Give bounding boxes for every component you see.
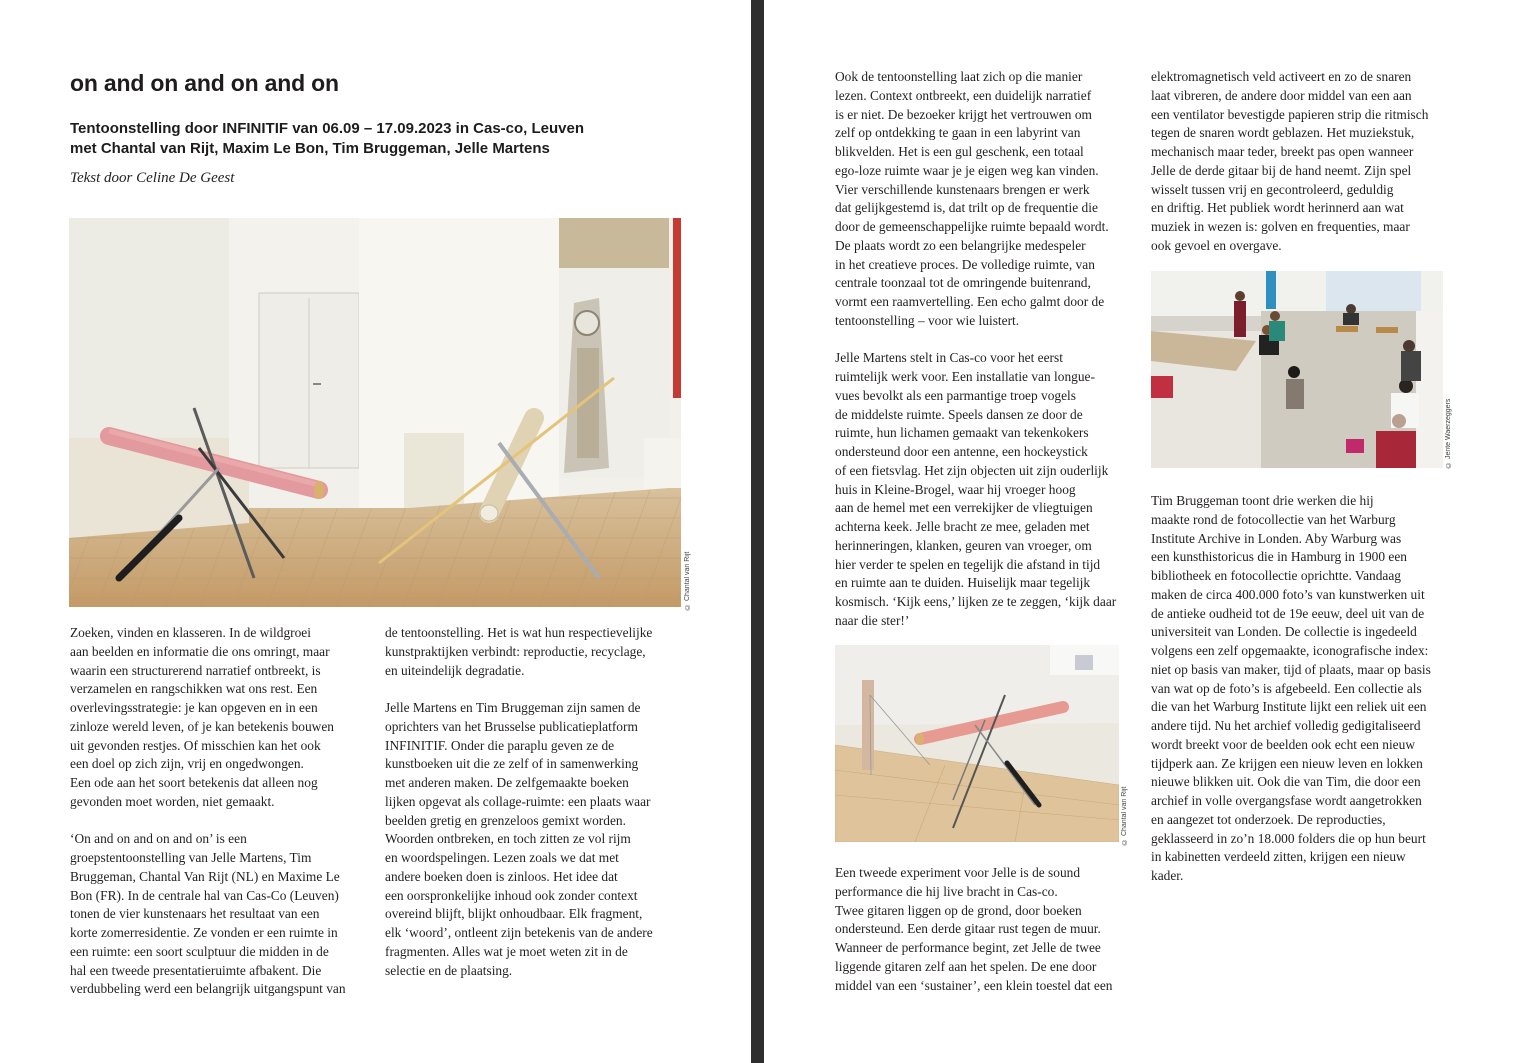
text-line: verdubbeling werd een belangrijk uitgangspunt van (70, 981, 346, 997)
text-line: huis in Kleine-Brogel, waar hij vroeger hoog (835, 481, 1076, 497)
text-line: is er niet. De bezoeker krijgt het vertrouwen om (835, 106, 1092, 122)
text-line: hal een tweede presentatieruimte afbakent. Die (70, 962, 322, 978)
text-line: lijken opgevat als collage-ruimte: een plaats waar (385, 793, 651, 809)
text-line: De plaats wordt zo een belangrijke medespeler (835, 237, 1086, 253)
text-line: lezen. Context ontbreekt, een duidelijk narratief (835, 87, 1092, 103)
text-line: ego-loze ruimte waar je je eigen weg kan vinden. (835, 162, 1099, 178)
text-line: en woordspelingen. Lezen zoals we dat met (385, 850, 619, 865)
text-line: zinloze wereld leven, of je kan betekenis bouwen (70, 718, 334, 734)
text-line: centrale toonzaal tot de omringende buitenrand, (835, 275, 1091, 291)
byline: Tekst door Celine De Geest (70, 170, 235, 186)
text-line: elektromagnetisch veld activeert en zo de snaren (1151, 69, 1412, 84)
text-line: groepstentoonstelling van Jelle Martens, Tim (70, 850, 312, 865)
body-column-4-continued (1151, 492, 1451, 905)
text-line: volgens een zelf opgemaakte, iconografische index: (1151, 643, 1429, 658)
text-line: niet op basis van maker, tijd of plaats, maar op basis (1151, 661, 1431, 677)
paragraph (835, 68, 1135, 331)
text-line: andere tijd. Nu het archief volledig gedigitaliseerd (1151, 718, 1421, 733)
photo-credit: © Chantal van Rijt (1121, 786, 1128, 845)
text-line: herinneringen, klanken, geuren van vroeger, om (835, 537, 1092, 553)
text-line: Institute Archive in Londen. Aby Warburg was (1151, 530, 1402, 546)
text-line: een ventilator bevestigde papieren strip die ritmisch (1151, 106, 1429, 122)
performance-photo-image (1151, 271, 1443, 468)
text-line: Een tweede experiment voor Jelle is de sound (835, 865, 1081, 880)
text-line: gevonden moet worden, niet gemaakt. (70, 793, 275, 809)
text-line: de tentoonstelling. Het is wat hun respectievelijke (385, 625, 653, 640)
text-line: Bruggeman, Chantal Van Rijt (NL) en Maxime Le (70, 868, 340, 884)
text-line: ‘On and on and on and on’ is een (70, 831, 247, 847)
text-line: ondersteund. Een derde gitaar rust tegen de muur. (835, 921, 1101, 937)
text-line: met anderen maken. De zelfgemaakte boeken (385, 775, 629, 790)
text-line: overeind blijft, blijkt onhoudbaar. Elk fragment, (385, 906, 643, 922)
text-line: fragmenten. Alles wat je moet weten zit in de (385, 943, 628, 959)
text-line: Een ode aan het soort betekenis dat alleen nog (70, 775, 318, 790)
text-line: andere boeken doen is zinloos. Het idee dat (385, 868, 618, 884)
text-line: tentoonstelling – voor wie luistert. (835, 312, 1020, 328)
body-column-2 (385, 624, 685, 999)
paragraph (385, 699, 685, 980)
text-line: waarin een structurerend narratief ontbreekt, is (70, 662, 321, 678)
text-line: universiteit van Londen. De collectie is ingedeeld (1151, 624, 1417, 640)
text-line: ondersteund door een antenne, een hockeystick (835, 444, 1088, 459)
text-line: kunstboeken uit die ze zelf of in samenwerking (385, 756, 639, 772)
text-line: mechanisch maar teder, breekt pas open wanneer (1151, 144, 1414, 159)
text-line: Jelle Martens en Tim Bruggeman zijn samen de (385, 700, 641, 715)
text-line: beelden gretig en grenzeloos gemixt worden. (385, 812, 626, 828)
text-line: van wat op de foto’s is afgebeeld. Een collectie als (1151, 680, 1422, 696)
text-line: achterna keek. Jelle bracht ze mee, geladen met (835, 519, 1090, 534)
text-line: middel van een ‘sustainer’, een klein toestel dat een (835, 977, 1113, 993)
text-line: en aangezet tot onderzoek. De reproducties, (1151, 811, 1386, 827)
text-line: tonen de vier kunstenaars het resultaat van een (70, 906, 320, 922)
text-line: en uiteindelijk degradatie. (385, 662, 525, 678)
paragraph (70, 624, 370, 812)
text-line: overlevingsstrategie: je kan opgeven en in een (70, 700, 318, 715)
performance-photo (1151, 271, 1443, 468)
text-line: liggende gitaren zelf aan het spelen. De ene door (835, 958, 1097, 974)
text-line: ook gevoel en overgave. (1151, 237, 1282, 253)
text-line: dat gelijkgestemd is, dat trilt op de frequentie die (835, 200, 1098, 216)
text-line: kosmisch. ‘Kijk eens,’ lijken ze te zeggen, ‘kijk daar (835, 594, 1117, 609)
text-line: Wanneer de performance begint, zet Jelle de twee (835, 940, 1101, 955)
text-line: naar die ster!’ (835, 612, 910, 628)
sculpture-photo-image (835, 645, 1119, 842)
text-line: door de gemeenschappelijke ruimte bepaald wordt. (835, 219, 1109, 234)
text-line: performance die hij live bracht in Cas-co. (835, 883, 1058, 899)
paragraph (1151, 492, 1451, 886)
text-line: Zoeken, vinden en klasseren. In de wildgroei (70, 625, 311, 640)
text-line: in kabinetten verdeeld zitten, krijgen een nieuw (1151, 849, 1406, 865)
text-line: hier verder te spelen en tegelijk die afstand in tijd (835, 556, 1101, 572)
text-line: aan de hemel met een verrekijker de vliegtuigen (835, 500, 1093, 516)
text-line: een doel op zich zijn, vrij en ongedwongen. (70, 756, 304, 772)
text-line: kunstpraktijken verbindt: reproductie, recyclage, (385, 643, 646, 659)
text-line: in het creatieve proces. De volledige ruimte, van (835, 256, 1095, 272)
text-line: muziek in wezen is: golven en frequenties, maar (1151, 219, 1410, 234)
text-line: ruimte, hun lichamen gemaakt van tekenkokers (835, 425, 1089, 441)
text-line: een ruimte: een soort sculptuur die midden in de (70, 943, 329, 959)
text-line: kader. (1151, 868, 1184, 883)
subtitle-line: met Chantal van Rijt, Maxim Le Bon, Tim Bruggeman, Jelle Martens (70, 140, 550, 157)
paragraph (835, 349, 1135, 630)
text-line: oprichters van het Brusselse publicatieplatform (385, 718, 638, 734)
page-gutter (751, 0, 764, 1063)
text-line: maken de circa 400.000 foto’s van kunstwerken uit (1151, 586, 1425, 602)
paragraph (70, 830, 370, 999)
text-line: geklasseerd in zo’n 18.000 folders die op hun beurt (1151, 830, 1426, 846)
paragraph (385, 624, 685, 680)
text-line: aan beelden en informatie die ons omringt, maar (70, 643, 330, 659)
text-line: de antieke oudheid tot de 19e eeuw, deel uit van de (1151, 605, 1425, 621)
text-line: Vier verschillende kunstenaars brengen er werk (835, 181, 1090, 197)
text-line: elk ‘woord’, ontleent zijn betekenis van de andere (385, 925, 653, 940)
text-line: Jelle Martens stelt in Cas-co voor het eerst (835, 350, 1063, 366)
text-line: korte zomerresidentie. Ze vonden er een ruimte in (70, 925, 338, 940)
text-line: vues bevolkt als een parmantige troep vogels (835, 387, 1076, 403)
text-line: bibliotheek en fotocollectie oprichtte. Vandaag (1151, 568, 1401, 583)
photo-credit: © Chantal van Rijt (684, 551, 691, 610)
sculpture-photo (835, 645, 1119, 842)
text-line: of een fietsvlag. Het zijn objecten uit zijn ouderlijk (835, 462, 1109, 478)
text-line: tijdperk aan. Ze krijgen een nieuw leven en lokken (1151, 755, 1423, 771)
text-line: Twee gitaren liggen op de grond, door boeken (835, 902, 1082, 918)
article-title: on and on and on and on (70, 70, 339, 96)
subtitle-line: Tentoonstelling door INFINITIF van 06.09 – 17.09.2023 in Cas-co, Leuven (70, 120, 585, 137)
photo-credit: © Jente Waerzeggers (1445, 398, 1452, 468)
text-line: Tim Bruggeman toont drie werken die hij (1151, 493, 1374, 508)
text-line: uit gevonden restjes. Of misschien kan het ook (70, 737, 321, 753)
paragraph (1151, 68, 1451, 256)
text-line: de middelste ruimte. Speels dansen ze door de (835, 406, 1083, 422)
text-line: een oorspronkelijke inhoud ook zonder context (385, 887, 638, 903)
article-subtitle (70, 119, 630, 159)
text-line: Woorden ontbreken, en toch zitten ze vol rijm (385, 831, 631, 847)
body-column-3 (835, 68, 1135, 649)
body-column-1 (70, 624, 370, 1018)
text-line: Jelle de derde gitaar bij de hand neemt. Zijn spel (1151, 162, 1412, 178)
text-line: Ook de tentoonstelling laat zich op die manier (835, 69, 1083, 84)
main-installation-photo (69, 218, 681, 607)
text-line: een kunsthistoricus die in Hamburg in 1900 een (1151, 549, 1407, 565)
text-line: wordt breekt voor de beelden ook echt een nieuw (1151, 736, 1415, 752)
body-column-4 (1151, 68, 1451, 274)
paragraph (835, 864, 1135, 995)
text-line: laat vibreren, de andere door middel van een aan (1151, 87, 1412, 103)
text-line: vormt een raamvertelling. Een echo galmt door de (835, 294, 1105, 309)
text-line: ruimtelijk werk voor. Een installatie van longue- (835, 369, 1095, 384)
text-line: archief in volle overgangsfase wordt aangetrokken (1151, 793, 1422, 808)
left-page (0, 0, 751, 1063)
text-line: selectie en de plaatsing. (385, 962, 513, 978)
text-line: nieuwe blikken uit. Ook die van Tim, die door een (1151, 774, 1421, 790)
text-line: tegen de snaren wordt geblazen. Het muziekstuk, (1151, 125, 1415, 141)
installation-photo-image (69, 218, 681, 607)
text-line: die van het Warburg Institute lijkt een reliek uit een (1151, 699, 1427, 715)
body-column-3-continued (835, 864, 1135, 1014)
text-line: blikvelden. Het is een gul geschenk, een totaal (835, 144, 1084, 159)
text-line: zelf op ontdekking te gaan in een labyrint van (835, 125, 1081, 141)
text-line: INFINITIF. Onder die paraplu geven ze de (385, 737, 615, 753)
text-line: wisselt tussen vrij en gecontroleerd, geduldig (1151, 181, 1394, 197)
text-line: verzamelen en rangschikken wat ons rest. Een (70, 681, 318, 697)
text-line: en ruimte aan te duiden. Huiselijk maar tegelijk (835, 575, 1091, 591)
text-line: Bon (FR). In de centrale hal van Cas-Co (Leuven) (70, 887, 339, 903)
text-line: maakte rond de fotocollectie van het Warburg (1151, 511, 1396, 527)
text-line: en driftig. Het publiek wordt herinnerd aan wat (1151, 200, 1404, 216)
right-page (764, 0, 1514, 1063)
